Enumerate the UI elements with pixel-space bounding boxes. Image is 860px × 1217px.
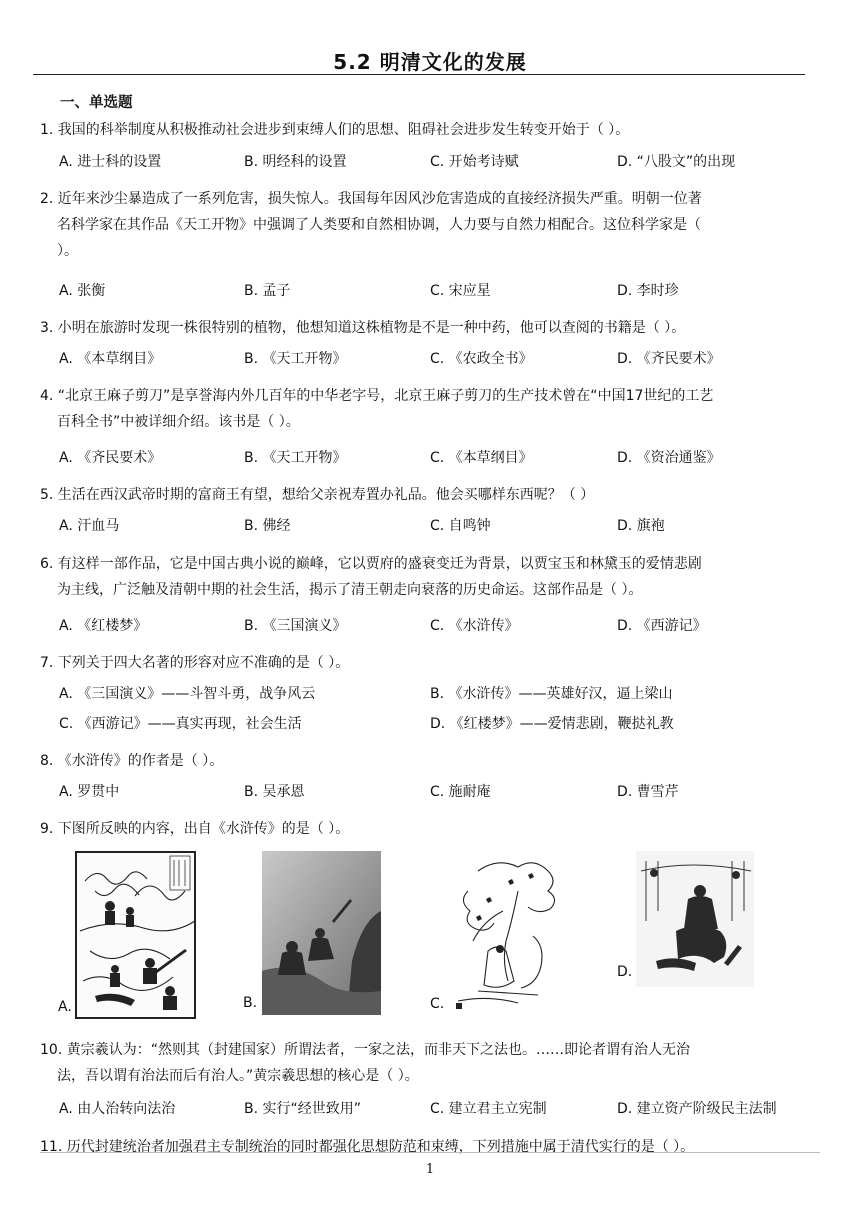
option-a[interactable]: A. 由人治转向法治: [59, 1101, 176, 1117]
option-b[interactable]: B. 实行“经世致用”: [244, 1101, 362, 1117]
question-stem-line: 百科全书”中被详细介绍。该书是（ ）。: [57, 414, 300, 430]
question-9: [40, 816, 810, 842]
question-stem-line: 法，吾以谓有治法而后有治人。”黄宗羲思想的核心是（ ）。: [57, 1068, 419, 1084]
option-c[interactable]: C. 《本草纲目》: [430, 450, 533, 466]
option-d[interactable]: D. 《资治通鉴》: [617, 450, 721, 466]
option-c[interactable]: C. 建立君主立宪制: [430, 1101, 547, 1117]
figure-b-label[interactable]: B.: [243, 995, 258, 1011]
question-7: [40, 650, 810, 676]
option-d[interactable]: D. “八股文”的出现: [617, 154, 736, 170]
option-b[interactable]: B. 《三国演义》: [244, 618, 347, 634]
option-a[interactable]: A. 《本草纲目》: [59, 351, 162, 367]
option-c[interactable]: C. 开始考诗赋: [430, 154, 519, 170]
option-d[interactable]: D. 建立资产阶级民主法制: [617, 1101, 777, 1117]
question-stem-line: 为主线，广泛触及清朝中期的社会生活，揭示了清王朝走向衰落的历史命运。这部作品是（ ）。: [57, 582, 643, 598]
figure-d-label[interactable]: D.: [617, 964, 633, 980]
question-11: [40, 1134, 810, 1160]
title-divider: [33, 74, 805, 75]
option-c[interactable]: C. 《农政全书》: [430, 351, 533, 367]
question-stem-line: 名科学家在其作品《天工开物》中强调了人类要和自然相协调，人力要与自然力相配合。这位科学家是（: [57, 217, 701, 233]
option-a[interactable]: A. 罗贯中: [59, 784, 120, 800]
question-5: [40, 482, 810, 508]
option-d[interactable]: D. 《西游记》: [617, 618, 707, 634]
question-stem-line: 6. 有这样一部作品，它是中国古典小说的巅峰，它以贾府的盛衰变迁为背景，以贾宝玉和林黛玉的爱情悲剧: [40, 556, 702, 572]
footer-divider: [40, 1152, 820, 1153]
option-b[interactable]: B. 明经科的设置: [244, 154, 347, 170]
question-3: [40, 315, 810, 341]
question-stem-line: 2. 近年来沙尘暴造成了一系列危害，损失惊人。我国每年因风沙危害造成的直接经济损失严重。明朝一位著: [40, 191, 702, 207]
option-c[interactable]: C. 宋应星: [430, 283, 491, 299]
option-c[interactable]: C. 《水浒传》: [430, 618, 519, 634]
option-c[interactable]: C. 《西游记》——真实再现，社会生活: [59, 716, 302, 732]
question-stem: 11. 历代封建统治者加强君主专制统治的同时都强化思想防范和束缚，下列措施中属于清代实行的是（ ）。: [40, 1139, 695, 1155]
figure-d-image[interactable]: [636, 851, 754, 987]
option-b[interactable]: B. 佛经: [244, 518, 291, 534]
page-title: 5.2 明清文化的发展: [333, 50, 527, 74]
option-b[interactable]: B. 《水浒传》——英雄好汉，逼上梁山: [430, 686, 673, 702]
option-a[interactable]: A. 《红楼梦》: [59, 618, 148, 634]
option-d[interactable]: D. 曹雪芹: [617, 784, 679, 800]
option-a[interactable]: A. 进士科的设置: [59, 154, 162, 170]
option-a[interactable]: A. 《齐民要术》: [59, 450, 162, 466]
option-a[interactable]: A. 张衡: [59, 283, 106, 299]
question-stem: 1. 我国的科举制度从积极推动社会进步到束缚人们的思想、阻碍社会进步发生转变开始于（ ）。: [40, 122, 630, 138]
figure-b-image[interactable]: [262, 851, 381, 1015]
question-2: [40, 186, 810, 264]
page-number: 1: [425, 1162, 435, 1177]
question-6: [40, 551, 810, 603]
option-d[interactable]: D. 旗袍: [617, 518, 665, 534]
option-a[interactable]: A. 《三国演义》——斗智斗勇，战争风云: [59, 686, 316, 702]
question-8: [40, 748, 810, 774]
option-b[interactable]: B. 《天工开物》: [244, 450, 347, 466]
option-d[interactable]: D. 《齐民要术》: [617, 351, 721, 367]
question-stem: 8. 《水浒传》的作者是（ ）。: [40, 753, 224, 769]
question-stem-line: ）。: [57, 243, 78, 259]
question-stem: 3. 小明在旅游时发现一株很特别的植物，他想知道这株植物是不是一种中药，他可以查阅的书籍是（ ）。: [40, 320, 686, 336]
question-4: [40, 383, 810, 435]
question-stem: 5. 生活在西汉武帝时期的富商王有望，想给父亲祝寿置办礼品。他会买哪样东西呢？（ ）: [40, 487, 595, 503]
question-stem-line: 10. 黄宗羲认为：“然则其（封建国家）所谓法者，一家之法，而非天下之法也。……即论者谓有治人无治: [40, 1042, 690, 1058]
option-b[interactable]: B. 孟子: [244, 283, 291, 299]
option-a[interactable]: A. 汗血马: [59, 518, 120, 534]
section-heading: 一、单选题: [60, 95, 133, 111]
question-stem: 7. 下列关于四大名著的形容对应不准确的是（ ）。: [40, 655, 350, 671]
option-b[interactable]: B. 吴承恩: [244, 784, 305, 800]
option-c[interactable]: C. 施耐庵: [430, 784, 491, 800]
option-d[interactable]: D. 《红楼梦》——爱情悲剧，鞭挞礼教: [430, 716, 674, 732]
option-c[interactable]: C. 自鸣钟: [430, 518, 491, 534]
figure-a-label[interactable]: A.: [58, 999, 72, 1015]
question-stem-line: 4. “北京王麻子剪刀”是享誉海内外几百年的中华老字号，北京王麻子剪刀的生产技术曾在“中国17世纪的工艺: [40, 388, 714, 404]
figure-c-image[interactable]: [448, 851, 568, 1015]
option-b[interactable]: B. 《天工开物》: [244, 351, 347, 367]
question-10: [40, 1037, 810, 1089]
option-d[interactable]: D. 李时珍: [617, 283, 679, 299]
figure-a-image[interactable]: [75, 851, 196, 1019]
question-1: [40, 117, 810, 143]
question-stem: 9. 下图所反映的内容，出自《水浒传》的是（ ）。: [40, 821, 350, 837]
figure-c-label[interactable]: C.: [430, 996, 445, 1012]
